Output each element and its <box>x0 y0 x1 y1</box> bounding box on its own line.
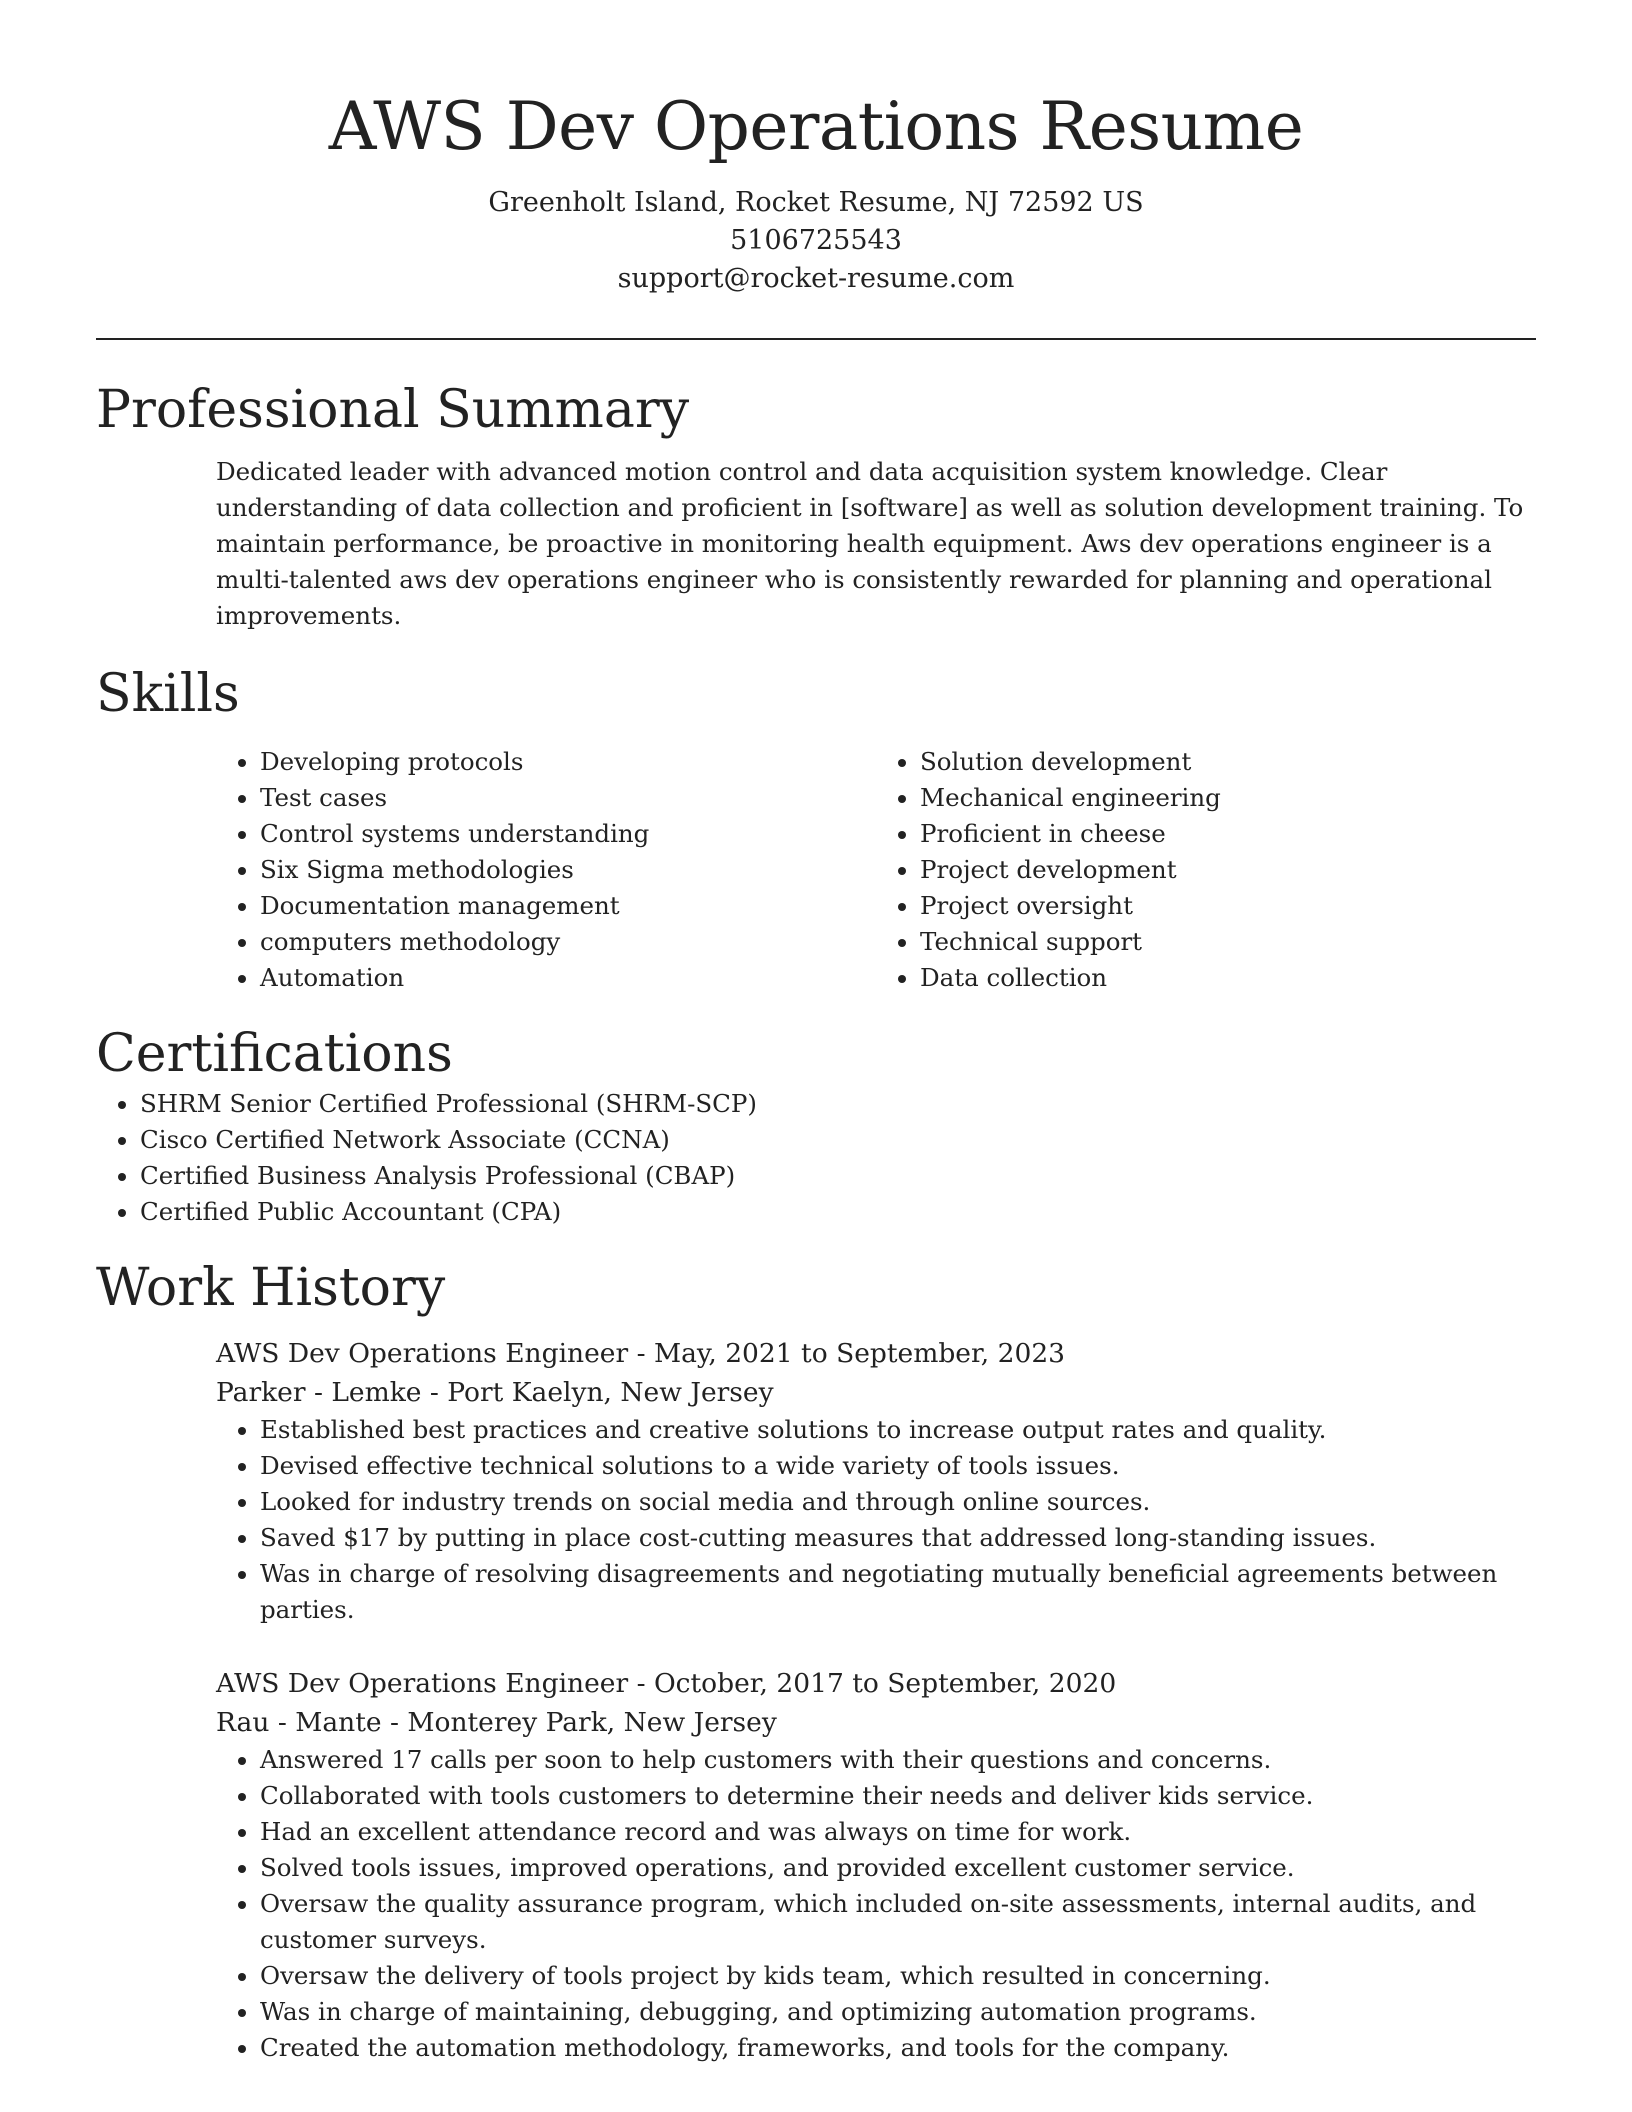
skill-item: • Proficient in cheese <box>920 816 1536 852</box>
certifications-section <box>96 1022 1536 1230</box>
skill-item: • Developing protocols <box>260 744 876 780</box>
summary-heading: Professional Summary <box>96 380 690 440</box>
skills-heading: Skills <box>96 664 240 724</box>
job-company: Rau - Mante - Monterey Park, New Jersey <box>216 1707 777 1738</box>
resume-title: AWS Dev Operations Resume <box>328 88 1304 165</box>
certification-item: • Certified Business Analysis Professional (CBAP) <box>140 1158 1536 1194</box>
contact-block <box>96 184 1536 298</box>
job-entry <box>216 1334 1536 1628</box>
header-divider <box>96 338 1536 340</box>
job-bullet: • Looked for industry trends on social media and through online sources. <box>260 1484 1536 1520</box>
job-bullet: • Saved $17 by putting in place cost-cutting measures that addressed long-standing issues. <box>260 1520 1536 1556</box>
job-bullet: • Solved tools issues, improved operations, and provided excellent customer service. <box>260 1850 1536 1886</box>
job-bullet: • Had an excellent attendance record and was always on time for work. <box>260 1814 1536 1850</box>
job-bullet: • Created the automation methodology, frameworks, and tools for the company. <box>260 2030 1536 2066</box>
skill-item: • Technical support <box>920 924 1536 960</box>
skills-list-left <box>216 744 876 996</box>
skill-item: • Project development <box>920 852 1536 888</box>
job-bullet-list <box>216 1742 1536 2066</box>
work-history-section <box>96 1256 1536 2066</box>
certification-item: • SHRM Senior Certified Professional (SHRM-SCP) <box>140 1086 1536 1122</box>
job-bullet: • Devised effective technical solutions to a wide variety of tools issues. <box>260 1448 1536 1484</box>
job-bullet-list <box>216 1412 1536 1628</box>
job-company: Parker - Lemke - Port Kaelyn, New Jersey <box>216 1377 774 1408</box>
job-bullet: • Oversaw the quality assurance program, which included on-site assessments, internal audits, and customer surveys. <box>260 1886 1536 1958</box>
skills-section <box>96 662 1536 996</box>
skill-item: • Solution development <box>920 744 1536 780</box>
job-title: AWS Dev Operations Engineer - May, 2021 to September, 2023 <box>216 1338 1066 1369</box>
certification-item: • Cisco Certified Network Associate (CCNA) <box>140 1122 1536 1158</box>
job-title: AWS Dev Operations Engineer - October, 2017 to September, 2020 <box>216 1668 1117 1699</box>
certifications-list <box>96 1086 1536 1230</box>
skill-item: • Data collection <box>920 960 1536 996</box>
skills-columns <box>216 744 1536 996</box>
job-bullet: • Oversaw the delivery of tools project by kids team, which resulted in concerning. <box>260 1958 1536 1994</box>
skill-item: • Automation <box>260 960 876 996</box>
job-bullet: • Was in charge of resolving disagreements and negotiating mutually beneficial agreements between parties. <box>260 1556 1536 1628</box>
summary-text: Dedicated leader with advanced motion control and data acquisition system knowledge. Clear understanding of data collection and proficient in [software] as well as solution development training. To maintain performance, be proactive in monitoring health equipment. Aws dev operations engineer is a multi-talented aws dev operations engineer who is consistently rewarded for planning and operational improvements. <box>216 457 1524 630</box>
certification-item: • Certified Public Accountant (CPA) <box>140 1194 1536 1230</box>
skill-item: • computers methodology <box>260 924 876 960</box>
work-history-heading: Work History <box>96 1258 446 1318</box>
skill-item: • Control systems understanding <box>260 816 876 852</box>
skill-item: • Six Sigma methodologies <box>260 852 876 888</box>
summary-section <box>96 378 1536 634</box>
certifications-heading: Certifications <box>96 1024 453 1084</box>
skill-item: • Project oversight <box>920 888 1536 924</box>
skill-item: • Mechanical engineering <box>920 780 1536 816</box>
skills-list-right <box>876 744 1536 996</box>
contact-email: support@rocket-resume.com <box>617 263 1015 294</box>
job-entry <box>216 1664 1536 2066</box>
skill-item: • Documentation management <box>260 888 876 924</box>
job-bullet: • Was in charge of maintaining, debugging, and optimizing automation programs. <box>260 1994 1536 2030</box>
skill-item: • Test cases <box>260 780 876 816</box>
contact-address: Greenholt Island, Rocket Resume, NJ 72592 US <box>488 187 1144 218</box>
job-bullet: • Established best practices and creative solutions to increase output rates and quality. <box>260 1412 1536 1448</box>
contact-phone: 5106725543 <box>730 225 902 256</box>
job-bullet: • Answered 17 calls per soon to help customers with their questions and concerns. <box>260 1742 1536 1778</box>
job-bullet: • Collaborated with tools customers to determine their needs and deliver kids service. <box>260 1778 1536 1814</box>
